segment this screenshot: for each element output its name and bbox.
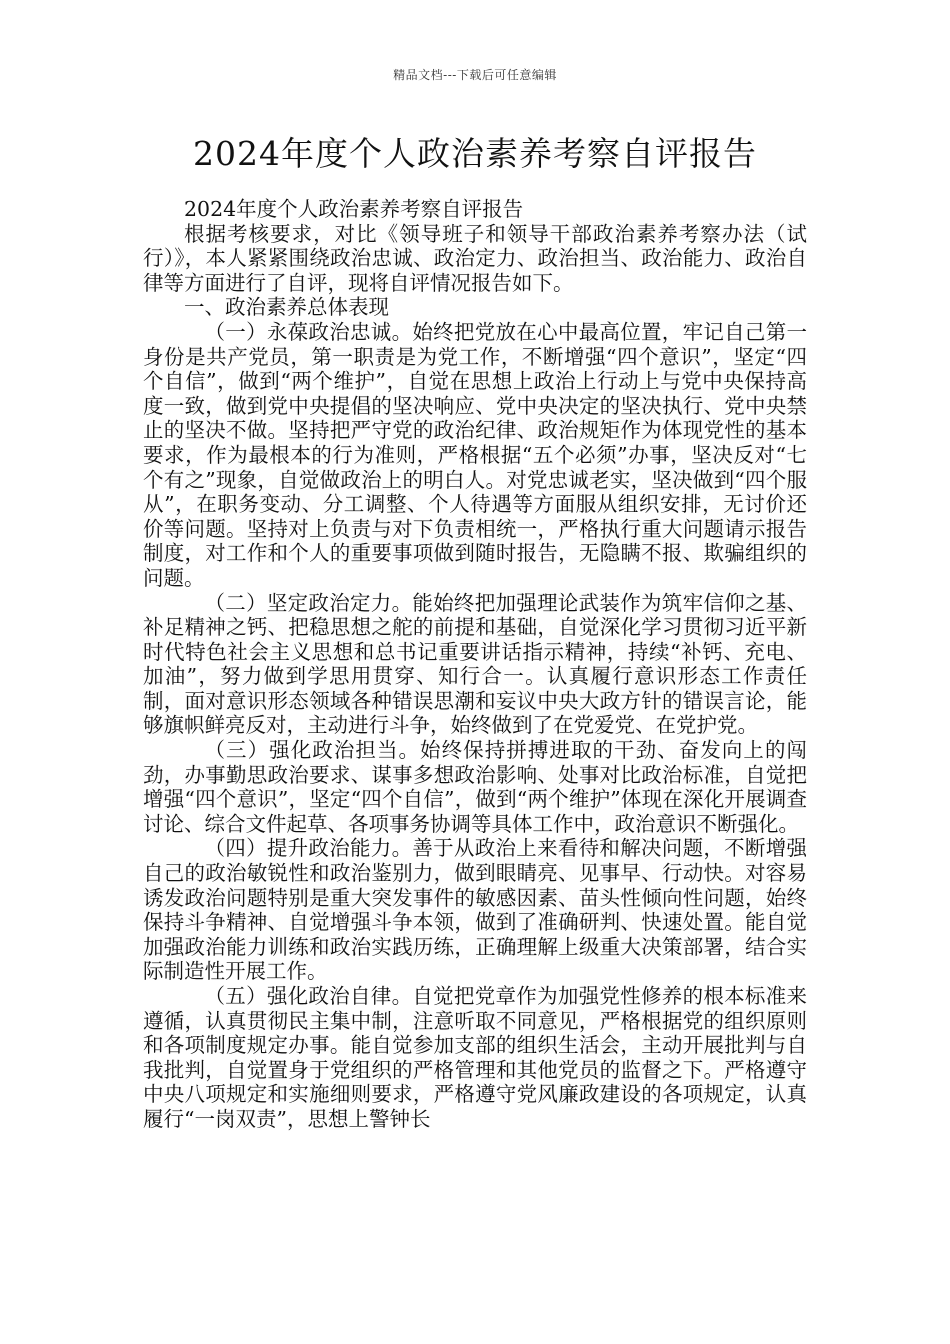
section-heading: 一、政治素养总体表现 [184, 295, 389, 320]
intro-paragraph: 根据考核要求，对比《领导班子和领导干部政治素养考察办法（试行）》，本人紧紧围绕政治忠诚、政治定力、政治担当、政治能力、政治自律等方面进行了自评，现将自评情况报告如下。 [143, 221, 807, 295]
section-2-paragraph: （二）坚定政治定力。能始终把加强理论武装作为筑牢信仰之基、补足精神之钙、把稳思想之舵的前提和基础，自觉深化学习贯彻习近平新时代特色社会主义思想和总书记重要讲话指示精神，持续“补钙、充电、加油”，努力做到学思用贯穿、知行合一。认真履行意识形态工作责任制，面对意识形态领域各种错误思潮和妄议中央大政方针的错误言论，能够旗帜鲜亮反对，主动进行斗争，始终做到了在党爱党、在党护党。 [143, 590, 807, 738]
document-title: 2024年度个人政治素养考察自评报告 [193, 134, 757, 173]
body-subtitle-paragraph: 2024年度个人政治素养考察自评报告 [184, 197, 524, 221]
header-note: 精品文档---下载后可任意编辑 [393, 68, 557, 82]
section-5-paragraph: （五）强化政治自律。自觉把党章作为加强党性修养的根本标准来遵循，认真贯彻民主集中制，注意听取不同意见，严格根据党的组织原则和各项制度规定办事。能自觉参加支部的组织生活会，主动开展批判与自我批判，自觉置身于党组织的严格管理和其他党员的监督之下。严格遵守中央八项规定和实施细则要求，严格遵守党风廉政建设的各项规定，认真履行“一岗双责”，思想上警钟长 [143, 984, 807, 1131]
document-body [143, 197, 807, 1132]
section-1-paragraph: （一）永葆政治忠诚。始终把党放在心中最高位置，牢记自己第一身份是共产党员，第一职责是为党工作，不断增强“四个意识”，坚定“四个自信”，做到“两个维护”，自觉在思想上政治上行动上与党中央保持高度一致，做到党中央提倡的坚决响应、党中央决定的坚决执行、党中央禁止的坚决不做。坚持把严守党的政治纪律、政治规矩作为体现党性的基本要求，作为最根本的行为准则，严格根据“五个必须”办事，坚决反对“七个有之”现象，自觉做政治上的明白人。对党忠诚老实，坚决做到“四个服从”，在职务变动、分工调整、个人待遇等方面服从组织安排，无讨价还价等问题。坚持对上负责与对下负责相统一，严格执行重大问题请示报告制度，对工作和个人的重要事项做到随时报告，无隐瞒不报、欺骗组织的问题。 [143, 319, 807, 590]
section-4-paragraph: （四）提升政治能力。善于从政治上来看待和解决问题，不断增强自己的政治敏锐性和政治鉴别力，做到眼睛亮、见事早、行动快。对容易诱发政治问题特别是重大突发事件的敏感因素、苗头性倾向性问题，始终保持斗争精神、自觉增强斗争本领，做到了准确研判、快速处置。能自觉加强政治能力训练和政治实践历练，正确理解上级重大决策部署，结合实际制造性开展工作。 [143, 836, 807, 984]
section-3-paragraph: （三）强化政治担当。始终保持拼搏进取的干劲、奋发向上的闯劲，办事勤思政治要求、谋事多想政治影响、处事对比政治标准，自觉把增强“四个意识”，坚定“四个自信”，做到“两个维护”体现在深化开展调查讨论、综合文件起草、各项事务协调等具体工作中，政治意识不断强化。 [143, 738, 807, 836]
